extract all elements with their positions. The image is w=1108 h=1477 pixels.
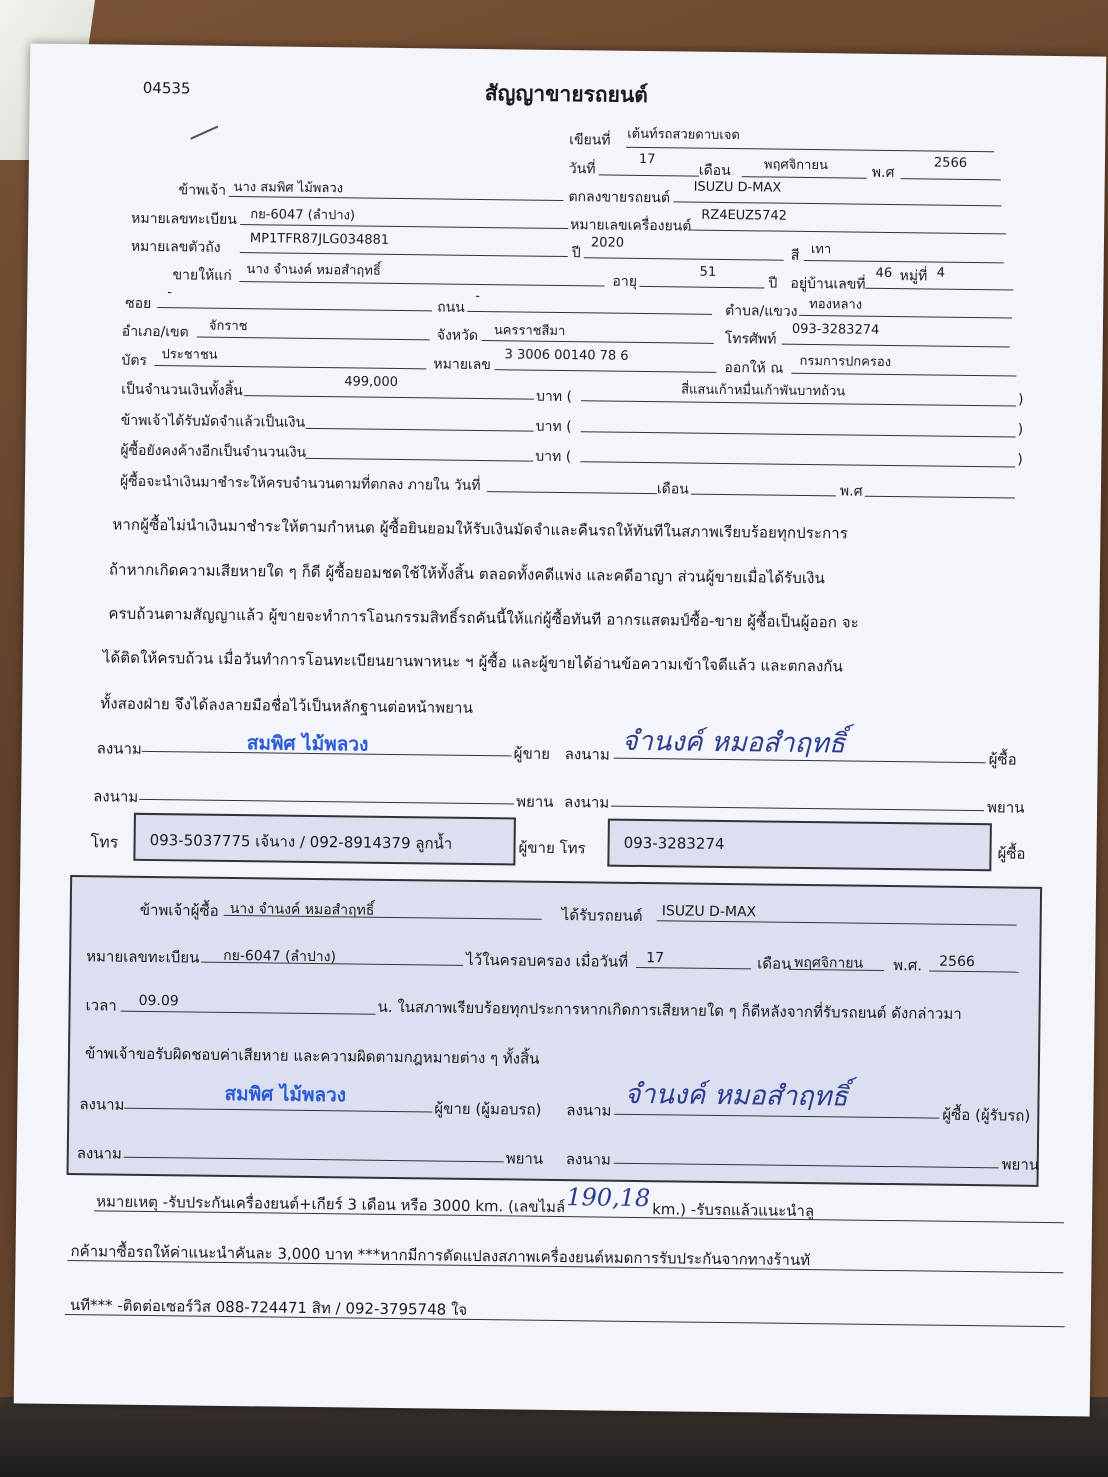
moo-label: หมู่ที่ bbox=[899, 268, 928, 285]
road-line bbox=[467, 311, 712, 315]
card-label: บัตร bbox=[121, 352, 148, 369]
pay-due-year-line bbox=[865, 496, 1015, 499]
pay-due-label: ผู้ซื้อจะนำเงินมาชำระให้ครบจำนวนตามที่ตกลง ภายใน วันที่ bbox=[119, 473, 481, 495]
receipt-buyer-signature: จำนงค์ หมอสำฤทธิ์ bbox=[624, 1078, 849, 1113]
receipt-year-label: พ.ศ. bbox=[893, 956, 923, 975]
date-year-label: พ.ศ bbox=[871, 164, 895, 182]
remaining-label: ผู้ซื้อยังคงค้างอีกเป็นจำนวนเงิน bbox=[120, 442, 307, 461]
seller-phone-value: 093-5037775 เจ้นาง / 092-8914379 ลูกน้ำ bbox=[149, 830, 453, 853]
remaining-close: ) bbox=[1017, 451, 1023, 468]
seller-value: นาง สมพิศ ไม้พลวง bbox=[233, 179, 344, 197]
phone-line bbox=[782, 344, 1010, 348]
receipt-month-label: เดือน bbox=[757, 954, 792, 973]
receipt-witness1-line bbox=[124, 1157, 504, 1163]
house-no-label: อยู่บ้านเลขที่ bbox=[790, 275, 866, 293]
written-at-label: เขียนที่ bbox=[569, 132, 611, 149]
pay-due-year-label: พ.ศ bbox=[839, 483, 863, 500]
terms-line-3: ครบถ้วนตามสัญญาแล้ว ผู้ขายจะทำการโอนกรรมสิทธิ์รถคันนี้ให้แก่ผู้ซื้อทันที อากรแสตมป์ซื้อ-ขาย ผู้ซื้อเป็นผู้ออก จะ bbox=[108, 604, 860, 632]
witness1-sign-label: ลงนาม bbox=[93, 787, 139, 806]
witness1-role: พยาน bbox=[516, 792, 554, 811]
id-number-value: 3 3006 00140 78 6 bbox=[504, 347, 629, 364]
terms-line-4: ได้ติดให้ครบถ้วน เมื่อวันทำการโอนทะเบียนยานพาหนะ ฯ ผู้ซื้อ และผู้ขายได้อ่านข้อความเข้าใจดีแล้ว และตกลงกัน bbox=[102, 648, 844, 676]
phone-value: 093-3283274 bbox=[791, 321, 880, 338]
house-no-line bbox=[865, 288, 1013, 291]
receipt-buyer-sign-label: ลงนาม bbox=[566, 1101, 612, 1120]
phone-label: โทร bbox=[90, 832, 119, 852]
receipt-buyer-label: ข้าพเจ้าผู้ซื้อ bbox=[139, 900, 219, 920]
remarks-line-1-rule bbox=[94, 1210, 1064, 1223]
receipt-year-line bbox=[929, 971, 1019, 973]
written-at-line bbox=[626, 147, 994, 152]
total-label: เป็นจำนวนเงินทั้งสิ้น bbox=[121, 381, 243, 400]
total-value: 499,000 bbox=[344, 374, 399, 390]
receipt-witness2-sign-label: ลงนาม bbox=[565, 1150, 611, 1169]
deposit-line bbox=[306, 428, 534, 432]
province-value: นครราชสีมา bbox=[493, 323, 566, 340]
agree-sell-line bbox=[673, 201, 1001, 206]
engine-no-value: RZ4EUZ5742 bbox=[701, 207, 788, 224]
date-year: 2566 bbox=[933, 155, 968, 171]
receipt-day-value: 17 bbox=[646, 950, 665, 967]
deposit-baht: บาท ( bbox=[535, 418, 572, 436]
receipt-condition-text: น. ในสภาพเรียบร้อยทุกประการหากเกิดการเสียหายใด ๆ ก็ดีหลังจากที่รับรถยนต์ ดังกล่าวมา bbox=[377, 997, 962, 1023]
receipt-reg-value: กย-6047 (ลำปาง) bbox=[223, 947, 337, 966]
total-line bbox=[244, 395, 534, 400]
buyer-role: ผู้ซื้อ bbox=[988, 750, 1017, 769]
province-label: จังหวัด bbox=[436, 327, 479, 344]
card-line bbox=[154, 365, 426, 369]
witness2-role: พยาน bbox=[986, 798, 1025, 817]
receipt-witness1-role: พยาน bbox=[505, 1149, 544, 1168]
vehicle-receipt-section bbox=[67, 875, 1043, 1187]
remarks-mileage: 190,18 bbox=[566, 1183, 651, 1213]
receipt-time-value: 09.09 bbox=[138, 992, 179, 1010]
terms-line-1: หากผู้ซื้อไม่นำเงินมาชำระให้ตามกำหนด ผู้ซื้อยินยอมให้รับเงินมัดจำและคืนรถให้ทันทีในสภาพเรียบร้อยทุกประการ bbox=[112, 515, 849, 543]
date-year-line bbox=[901, 178, 1001, 180]
soi-line bbox=[157, 307, 432, 311]
receipt-time-label: เวลา bbox=[85, 996, 117, 1015]
remarks-line-3: นที*** -ติดต่อเซอร์วิส 088-724471 สิท / 092-3795748 ใจ bbox=[69, 1296, 468, 1319]
age-label: อายุ bbox=[612, 273, 638, 290]
total-text-line bbox=[581, 400, 1016, 406]
subdistrict-label: ตำบล/แขวง bbox=[725, 302, 798, 320]
pay-due-month-line bbox=[691, 494, 836, 497]
pen-mark bbox=[190, 126, 218, 140]
phone-label: โทรศัพท์ bbox=[724, 330, 777, 348]
receipt-witness2-role: พยาน bbox=[1001, 1155, 1040, 1174]
deposit-text-line bbox=[581, 431, 1016, 437]
registration-line bbox=[240, 224, 568, 229]
seller-signature: สมพิศ ไม้พลวง bbox=[246, 732, 369, 756]
buyer-phone-box bbox=[607, 819, 992, 872]
seller-phone-role: ผู้ขาย โทร bbox=[518, 838, 586, 858]
seller-label: ข้าพเจ้า bbox=[178, 182, 227, 199]
remaining-text-line bbox=[580, 461, 1015, 467]
remarks-line-1a: หมายเหตุ -รับประกันเครื่องยนต์+เกียร์ 3 เดือน หรือ 3000 km. (เลขไมล์ bbox=[96, 1192, 566, 1217]
issued-by-value: กรมการปกครอง bbox=[799, 353, 892, 371]
pay-due-month-label: เดือน bbox=[656, 481, 689, 498]
subdistrict-value: ทองหลาง bbox=[809, 297, 863, 313]
receipt-car-value: ISUZU D-MAX bbox=[661, 903, 757, 921]
deposit-label: ข้าพเจ้าได้รับมัดจำแล้วเป็นเงิน bbox=[120, 412, 306, 431]
receipt-buyer-value: นาง จำนงค์ หมอสำฤทธิ์ bbox=[229, 900, 375, 919]
id-number-label: หมายเลข bbox=[433, 356, 492, 374]
moo-value: 4 bbox=[936, 265, 945, 281]
seller-phone-box bbox=[133, 813, 516, 866]
receipt-witness1-sign-label: ลงนาม bbox=[76, 1144, 122, 1163]
date-month-line bbox=[742, 176, 867, 179]
color-line bbox=[804, 260, 1004, 263]
receipt-buyer-role: ผู้ซื้อ (ผู้รับรถ) bbox=[942, 1105, 1031, 1125]
year-label: ปี bbox=[571, 245, 581, 262]
receipt-year-value: 2566 bbox=[939, 953, 975, 971]
buyer-label: ขายให้แก่ bbox=[172, 267, 232, 284]
registration-value: กย-6047 (ลำปาง) bbox=[250, 207, 356, 224]
total-baht: บาท ( bbox=[535, 388, 573, 406]
district-value: จักราช bbox=[208, 318, 248, 335]
doc-number: 04535 bbox=[142, 78, 191, 98]
date-day: 17 bbox=[638, 151, 656, 168]
chassis-line bbox=[240, 252, 568, 257]
seller-sign-label: ลงนาม bbox=[96, 739, 142, 758]
receipt-seller-sign-label: ลงนาม bbox=[79, 1095, 125, 1114]
issued-by-label: ออกให้ ณ bbox=[724, 359, 784, 377]
engine-no-label: หมายเลขเครื่องยนต์ bbox=[570, 217, 692, 235]
date-month-label: เดือน bbox=[698, 162, 731, 180]
buyer-value: นาง จำนงค์ หมอสำฤทธิ์ bbox=[246, 262, 381, 279]
date-day-label: วันที่ bbox=[568, 161, 596, 178]
engine-no-line bbox=[688, 230, 1006, 235]
receipt-liability-text: ข้าพเจ้าขอรับผิดชอบค่าเสียหาย และความผิดตามกฎหมายต่าง ๆ ทั้งสิ้น bbox=[84, 1044, 540, 1068]
witness1-sign-line bbox=[139, 799, 514, 805]
receipt-possess-label: ไว้ในครอบครอง เมื่อวันที่ bbox=[466, 950, 629, 971]
seller-line bbox=[228, 196, 563, 201]
district-line bbox=[197, 337, 430, 341]
witness2-sign-line bbox=[611, 806, 984, 812]
written-at-value: เต้นท์รถสวยดาบเจด bbox=[627, 126, 740, 144]
chassis-label: หมายเลขตัวถัง bbox=[130, 238, 221, 256]
remaining-baht: บาท ( bbox=[535, 448, 572, 466]
remaining-line bbox=[305, 458, 533, 462]
receipt-reg-label: หมายเลขทะเบียน bbox=[86, 947, 200, 967]
deposit-close: ) bbox=[1017, 421, 1024, 438]
remarks-line-1b: km.) -รับรถแล้วแนะนำลู bbox=[652, 1200, 815, 1221]
date-month: พฤศจิกายน bbox=[763, 157, 828, 174]
buyer-phone-role: ผู้ซื้อ bbox=[997, 844, 1026, 863]
house-no-value: 46 bbox=[875, 265, 893, 282]
receipt-time-line bbox=[121, 1011, 376, 1015]
buyer-signature: จำนงค์ หมอสำฤทธิ์ bbox=[621, 725, 846, 760]
year-value: 2020 bbox=[590, 235, 625, 251]
district-label: อำเภอ/เขต bbox=[121, 323, 189, 341]
agree-sell-value: ISUZU D-MAX bbox=[693, 179, 782, 196]
terms-line-2: ถ้าหากเกิดความเสียหายใด ๆ ก็ดี ผู้ซื้อยอมชดใช้ให้ทั้งสิ้น ตลอดทั้งคดีแพ่ง และคดีอาญา ส่วนผู้ขายเมื่อได้รับเงิน bbox=[108, 560, 826, 588]
seller-role: ผู้ขาย bbox=[513, 744, 551, 763]
total-close: ) bbox=[1017, 391, 1024, 408]
receipt-seller-role: ผู้ขาย (ผู้มอบรถ) bbox=[434, 1099, 542, 1119]
remarks-line-2: กค้ามาซื้อรถให้ค่าแนะนำคันละ 3,000 บาท ***หากมีการดัดแปลงสภาพเครื่องยนต์หมดการรับประกันจากทางร้านทั bbox=[70, 1242, 811, 1270]
receipt-day-line bbox=[636, 967, 751, 969]
receipt-car-line bbox=[657, 920, 1017, 925]
registration-label: หมายเลขทะเบียน bbox=[131, 210, 237, 229]
receipt-seller-signature: สมพิศ ไม้พลวง bbox=[224, 1082, 347, 1107]
chassis-value: MP1TFR87JLG034881 bbox=[249, 231, 390, 248]
remarks-line-3-rule bbox=[65, 1314, 1065, 1327]
age-value: 51 bbox=[699, 264, 717, 280]
subdistrict-line bbox=[799, 315, 1012, 319]
issued-by-line bbox=[791, 373, 1016, 377]
receipt-month-value: พฤศจิกายน bbox=[794, 954, 864, 972]
soi-value: - bbox=[167, 285, 173, 301]
color-label: สี bbox=[790, 247, 800, 264]
road-label: ถนน bbox=[437, 299, 465, 316]
page-title: สัญญาขายรถยนต์ bbox=[484, 81, 649, 108]
card-value: ประชาชน bbox=[161, 347, 218, 363]
witness2-sign-label: ลงนาม bbox=[564, 793, 610, 812]
buyer-phone-value: 093-3283274 bbox=[623, 833, 725, 854]
year-line bbox=[584, 257, 784, 260]
buyer-line bbox=[239, 281, 604, 286]
road-value: - bbox=[475, 288, 481, 304]
color-value: เทา bbox=[810, 242, 832, 258]
age-unit: ปี bbox=[768, 275, 778, 292]
contract-document bbox=[14, 43, 1107, 1416]
receipt-car-label: ได้รับรถยนต์ bbox=[561, 906, 643, 926]
age-line bbox=[639, 286, 764, 289]
terms-line-5: ทั้งสองฝ่าย จึงได้ลงลายมือชื่อไว้เป็นหลักฐานต่อหน้าพยาน bbox=[100, 694, 474, 717]
province-line bbox=[482, 340, 714, 344]
soi-label: ซอย bbox=[125, 295, 152, 312]
buyer-sign-label: ลงนาม bbox=[564, 745, 610, 764]
date-day-line bbox=[599, 174, 699, 176]
total-text: สี่แสนเก้าหมื่นเก้าพันบาทถ้วน bbox=[681, 382, 846, 400]
pay-due-day-line bbox=[487, 491, 657, 494]
id-number-line bbox=[494, 369, 716, 373]
receipt-witness2-line bbox=[614, 1163, 999, 1169]
agree-sell-label: ตกลงขายรถยนต์ bbox=[568, 189, 671, 207]
